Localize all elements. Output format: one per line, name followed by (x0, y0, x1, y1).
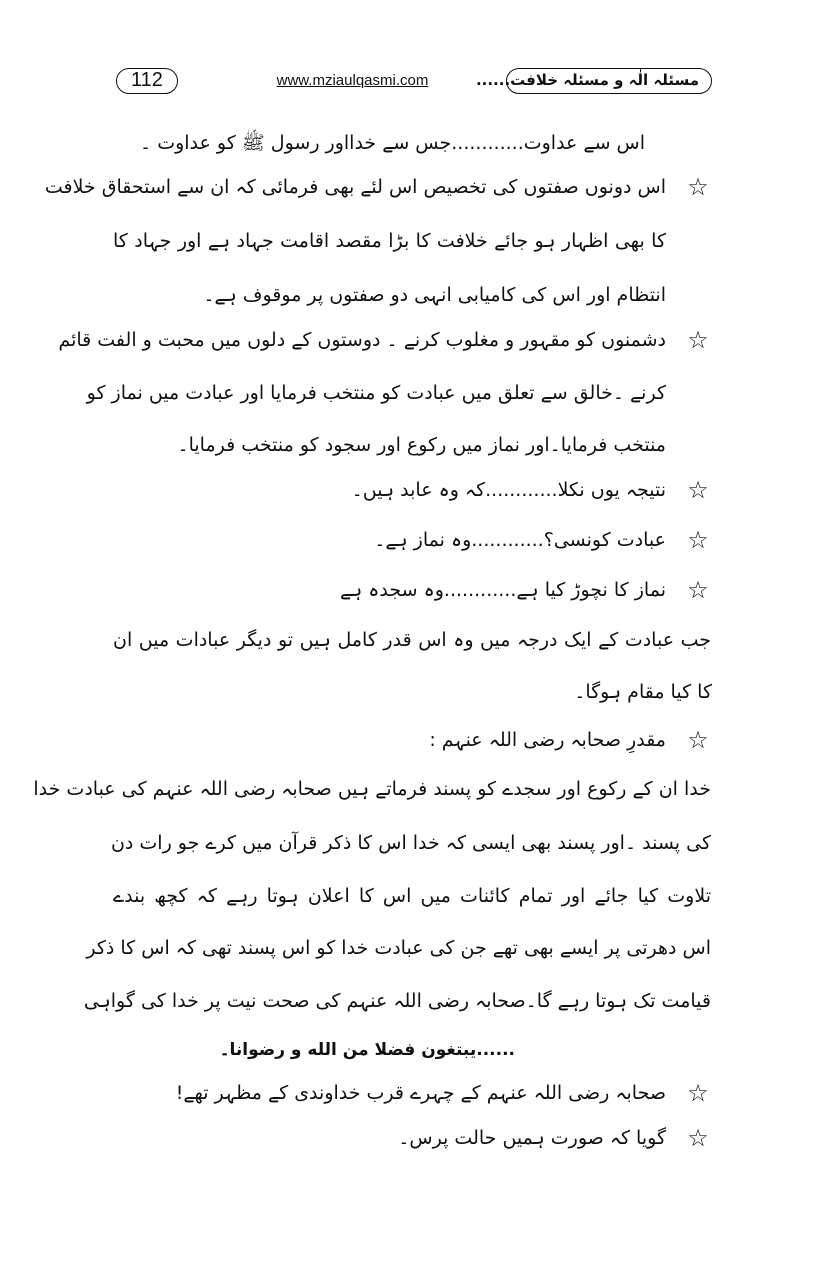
star-bullet-icon: ☆ (687, 576, 709, 604)
text-line: خدا ان کے رکوع اور سجدے کو پسند فرماتے ہیں صحابہ رضی اللہ عنہم کی عبادت خدا (33, 778, 711, 800)
page-number: 112 (116, 68, 178, 94)
text-line: گویا کہ صورت ہمیں حالت پرس۔ (398, 1127, 666, 1149)
text-line: اس دونوں صفتوں کی تخصیص اس لئے بھی فرمائی کہ ان سے استحقاق خلافت (44, 176, 666, 198)
text-line: نماز کا نچوڑ کیا ہے............وہ سجدہ ہے (339, 579, 666, 601)
text-line: عبادت کونسی؟............وہ نماز ہے۔ (374, 529, 666, 551)
star-bullet-icon: ☆ (687, 173, 709, 201)
section-heading: مقدرِ صحابہ رضی اللہ عنہم : (429, 729, 666, 751)
text-line: تلاوت کیا جائے اور تمام کائنات میں اس کا اعلان ہوتا رہے کہ کچھ بندے (113, 885, 711, 907)
star-bullet-icon: ☆ (687, 1124, 709, 1152)
text-line: منتخب فرمایا۔اور نماز میں رکوع اور سجود کو منتخب فرمایا۔ (177, 434, 666, 456)
text-line: جب عبادت کے ایک درجہ میں وہ اس قدر کامل ہیں تو دیگر عبادات میں ان (113, 629, 711, 651)
text-line: قیامت تک ہوتا رہے گا۔صحابہ رضی اللہ عنہم کی صحت نیت پر خدا کی گواہی (83, 990, 711, 1012)
quran-quote: ......يبتغون فضلا من الله و رضوانا۔ (219, 1040, 515, 1060)
star-bullet-icon: ☆ (687, 326, 709, 354)
star-bullet-icon: ☆ (687, 1079, 709, 1107)
text-line: کا کیا مقام ہوگا۔ (574, 681, 712, 703)
star-bullet-icon: ☆ (687, 726, 709, 754)
text-line: کی پسند ۔اور پسند بھی ایسی کہ خدا اس کا ذکر قرآن میں کرے جو رات دن (110, 832, 711, 854)
text-line: اس دھرتی پر ایسے بھی تھے جن کی عبادت خدا کو اس پسند تھی کہ اس کا ذکر (86, 937, 711, 959)
text-line: اس سے عداوت............جس سے خدااور رسول ﷺ کو عداوت ۔ (140, 132, 645, 154)
website-link[interactable]: www.mziaulqasmi.com (276, 72, 429, 89)
star-bullet-icon: ☆ (687, 476, 709, 504)
star-bullet-icon: ☆ (687, 526, 709, 554)
text-line: کا بھی اظہار ہو جائے خلافت کا بڑا مقصد اقامت جہاد ہے اور جہاد کا (113, 230, 666, 252)
text-line: نتیجہ یوں نکلا............کہ وہ عابد ہیں۔ (351, 479, 666, 501)
text-line: انتظام اور اس کی کامیابی انہی دو صفتوں پر موقوف ہے۔ (203, 284, 666, 306)
text-line: دشمنوں کو مقہور و مغلوب کرنے ۔ دوستوں کے دلوں میں محبت و الفت قائم (58, 329, 666, 351)
book-title: مسئلہ الٰہ و مسئلہ خلافت...... (506, 68, 712, 94)
text-line: صحابہ رضی اللہ عنہم کے چہرے قرب خداوندی کے مظہر تھے! (175, 1082, 666, 1104)
text-line: کرنے ۔خالق سے تعلق میں عبادت کو منتخب فرمایا اور عبادت میں نماز کو (86, 382, 666, 404)
